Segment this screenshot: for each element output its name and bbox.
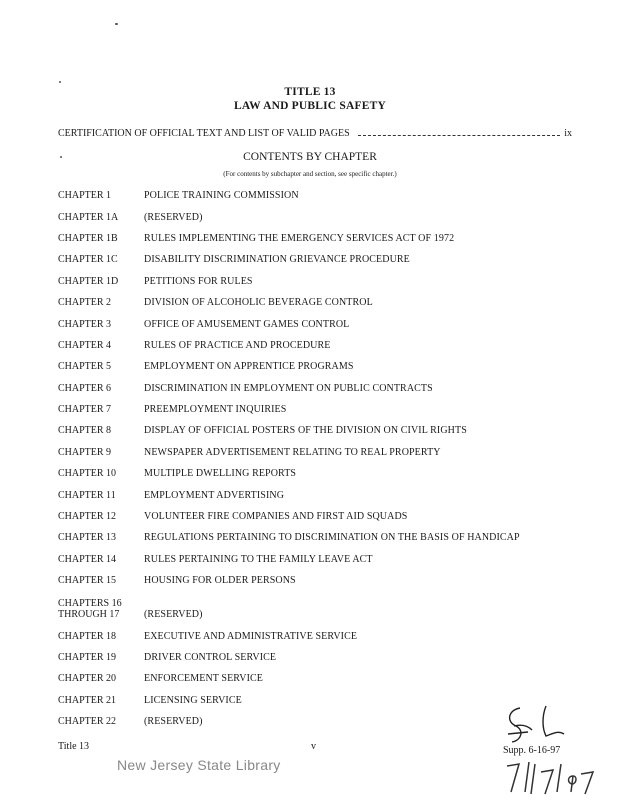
scan-speck (59, 81, 61, 83)
certification-entry (58, 128, 572, 139)
chapter-number: CHAPTER 11 (58, 489, 116, 501)
chapter-row (58, 625, 578, 646)
chapter-number: CHAPTER 3 (58, 318, 112, 330)
chapter-title: HOUSING FOR OLDER PERSONS (144, 575, 296, 587)
chapter-title: DISCRIMINATION IN EMPLOYMENT ON PUBLIC CONTRACTS (144, 382, 433, 394)
chapter-title: DISPLAY OF OFFICIAL POSTERS OF THE DIVISION ON CIVIL RIGHTS (144, 425, 467, 437)
chapter-number: CHAPTER 1D (58, 275, 119, 287)
chapter-row (58, 484, 578, 505)
chapter-row (58, 463, 578, 484)
chapter-number: CHAPTER 7 (58, 404, 112, 416)
chapter-number: CHAPTER 10 (58, 468, 117, 480)
dot-leader (358, 135, 561, 136)
chapter-number: CHAPTER 22 (58, 716, 117, 728)
chapter-row (58, 335, 578, 356)
chapter-row (58, 249, 578, 270)
chapter-list (58, 185, 578, 732)
chapter-row (58, 420, 578, 441)
chapter-number: CHAPTER 18 (58, 630, 117, 642)
supplement-date: Supp. 6-16-97 (503, 745, 561, 756)
chapter-title: PETITIONS FOR RULES (144, 275, 253, 287)
chapter-title: EMPLOYMENT ADVERTISING (144, 489, 285, 501)
chapter-number: CHAPTER 12 (58, 511, 117, 523)
chapter-title: (RESERVED) (144, 609, 203, 621)
chapter-number: CHAPTER 4 (58, 339, 112, 351)
chapter-title: DISABILITY DISCRIMINATION GRIEVANCE PROCEDURE (144, 254, 410, 266)
chapter-number: CHAPTER 13 (58, 532, 117, 544)
chapter-title: LICENSING SERVICE (144, 694, 242, 706)
chapter-row (58, 378, 578, 399)
chapter-title: (RESERVED) (144, 211, 203, 223)
chapter-number: CHAPTER 2 (58, 297, 112, 309)
chapter-row (58, 313, 578, 334)
chapter-row (58, 668, 578, 689)
chapter-title: RULES IMPLEMENTING THE EMERGENCY SERVICES ACT OF 1972 (144, 232, 455, 244)
chapter-title: RULES OF PRACTICE AND PROCEDURE (144, 339, 331, 351)
library-stamp: New Jersey State Library (117, 757, 281, 773)
handwritten-initials (498, 700, 578, 746)
certification-text: CERTIFICATION OF OFFICIAL TEXT AND LIST OF VALID PAGES (58, 128, 350, 139)
contents-note: (For contents by subchapter and section, see specific chapter.) (223, 170, 397, 178)
chapter-number: CHAPTER 5 (58, 361, 112, 373)
chapter-row (58, 271, 578, 292)
certification-page: ix (564, 128, 572, 139)
chapter-title: EMPLOYMENT ON APPRENTICE PROGRAMS (144, 361, 354, 373)
chapter-row (58, 506, 578, 527)
chapter-row (58, 399, 578, 420)
chapter-number: CHAPTER 15 (58, 575, 117, 587)
chapter-title: VOLUNTEER FIRE COMPANIES AND FIRST AID SQUADS (144, 511, 408, 523)
chapter-row (58, 185, 578, 206)
chapter-row (58, 356, 578, 377)
chapter-row (58, 570, 578, 591)
chapter-number: CHAPTER 9 (58, 446, 112, 458)
chapter-row (58, 206, 578, 227)
chapter-title: PREEMPLOYMENT INQUIRIES (144, 404, 287, 416)
chapter-title: NEWSPAPER ADVERTISEMENT RELATING TO REAL PROPERTY (144, 446, 441, 458)
chapter-number: CHAPTER 1C (58, 254, 118, 266)
chapter-title: (RESERVED) (144, 716, 203, 728)
chapter-row (58, 442, 578, 463)
handwritten-date (503, 758, 599, 798)
title-number: TITLE 13 (284, 86, 336, 98)
footer-title: Title 13 (58, 741, 90, 752)
chapter-row (58, 527, 578, 548)
chapter-title: RULES PERTAINING TO THE FAMILY LEAVE ACT (144, 553, 373, 565)
chapter-title: DIVISION OF ALCOHOLIC BEVERAGE CONTROL (144, 297, 373, 309)
chapter-title: POLICE TRAINING COMMISSION (144, 190, 299, 202)
chapter-number: CHAPTER 21 (58, 694, 117, 706)
contents-heading: CONTENTS BY CHAPTER (243, 151, 377, 163)
chapter-title: EXECUTIVE AND ADMINISTRATIVE SERVICE (144, 630, 358, 642)
chapter-row (58, 591, 578, 625)
chapter-number: CHAPTER 6 (58, 382, 112, 394)
page-number: v (311, 741, 316, 752)
chapter-row (58, 292, 578, 313)
chapter-row (58, 228, 578, 249)
chapter-number: CHAPTER 1B (58, 232, 118, 244)
chapter-title: ENFORCEMENT SERVICE (144, 673, 263, 685)
chapter-title: OFFICE OF AMUSEMENT GAMES CONTROL (144, 318, 350, 330)
chapter-number: CHAPTER 14 (58, 553, 117, 565)
title-name: LAW AND PUBLIC SAFETY (234, 100, 386, 112)
chapter-number: CHAPTER 1A (58, 211, 119, 223)
chapter-number: CHAPTER 8 (58, 425, 112, 437)
scan-speck (115, 23, 118, 25)
chapter-row (58, 549, 578, 570)
chapter-number: CHAPTER 20 (58, 673, 117, 685)
chapter-row (58, 647, 578, 668)
chapter-number-line: THROUGH 17 (58, 609, 120, 621)
chapter-title: REGULATIONS PERTAINING TO DISCRIMINATION ON THE BASIS OF HANDICAP (144, 532, 520, 544)
chapter-number (58, 598, 144, 620)
chapter-number-line: CHAPTERS 16 (58, 598, 122, 610)
chapter-title: MULTIPLE DWELLING REPORTS (144, 468, 297, 480)
chapter-number: CHAPTER 1 (58, 190, 112, 202)
chapter-title: DRIVER CONTROL SERVICE (144, 652, 277, 663)
chapter-number: CHAPTER 19 (58, 652, 117, 663)
